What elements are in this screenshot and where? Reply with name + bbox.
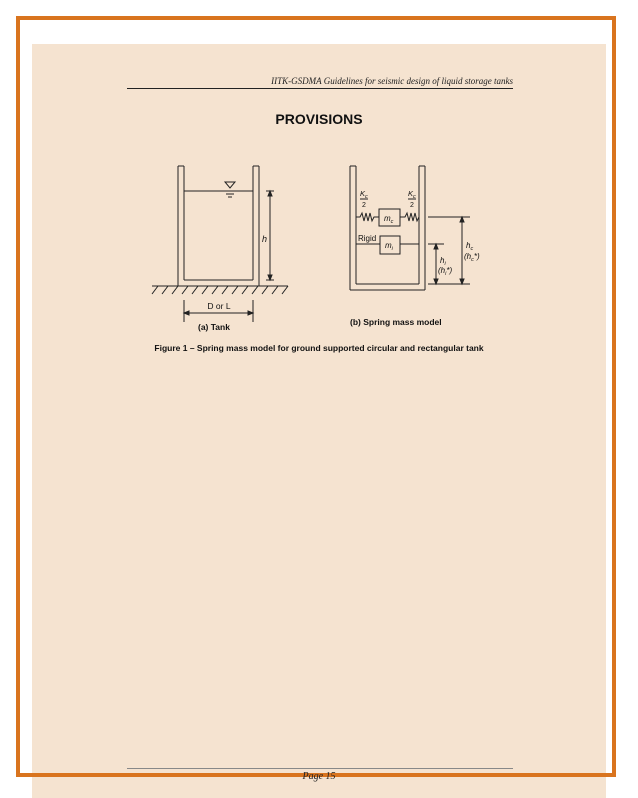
running-header: IITK-GSDMA Guidelines for seismic design of liquid storage tanks	[271, 76, 513, 86]
spring-right-k: $K_c$	[408, 189, 416, 200]
rigid-label: Rigid	[358, 234, 377, 243]
footer-rule	[127, 768, 513, 769]
hi-star-label: $(h_i*)$	[438, 266, 453, 277]
height-label: h	[262, 234, 268, 244]
spring-right-icon	[400, 213, 419, 221]
width-label: D or L	[207, 301, 231, 311]
water-level-icon	[225, 182, 235, 188]
spring-left-k: $K_c$	[360, 189, 368, 200]
spring-model-caption: (b) Spring mass model	[350, 317, 442, 327]
section-title: PROVISIONS	[275, 111, 363, 127]
hc-label: $h_c$	[466, 241, 474, 252]
convective-mass-label: $m_c$	[384, 214, 394, 225]
page-number: Page 15	[302, 771, 336, 782]
hc-star-label: $(h_c*)$	[464, 252, 480, 263]
hi-label: $h_i$	[440, 256, 446, 267]
figure-caption: Figure 1 – Spring mass model for ground supported circular and rectangular tank	[154, 343, 484, 353]
spring-left-icon	[356, 213, 379, 221]
tank-drawing	[152, 166, 288, 322]
tank-caption: (a) Tank	[198, 322, 230, 332]
spring-right-denominator: 2	[410, 202, 414, 209]
spring-left-denominator: 2	[362, 202, 366, 209]
impulsive-mass-label: $m_i$	[385, 241, 393, 252]
ground-hatch	[152, 286, 288, 294]
